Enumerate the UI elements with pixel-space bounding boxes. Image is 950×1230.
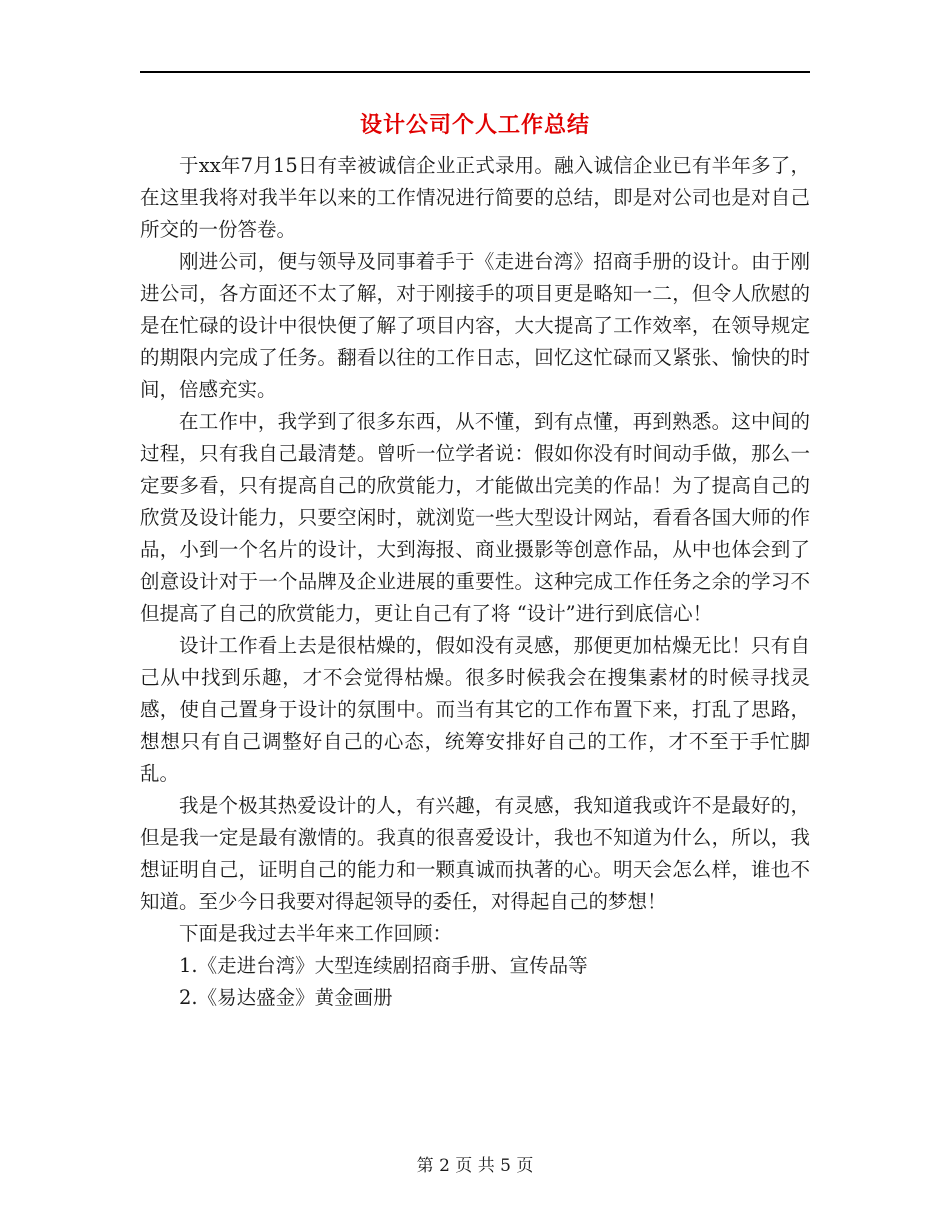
page-number: 第 2 页 共 5 页: [416, 1156, 534, 1176]
paragraph-review-heading: 下面是我过去半年来工作回顾：: [179, 922, 453, 945]
list-item: 2.《易达盛金》黄金画册: [179, 986, 393, 1009]
paragraph-first-project: 刚进公司，便与领导及同事着手于《走进台湾》招商手册的设计。由于刚进公司，各方面还不太了解，对于刚接手的项目更是略知一二，但令人欣慰的是在忙碌的设计中很快便了解了项目内容，大大提高了工作效率，在领导规定的期限内完成了任务。翻看以往的工作日志，回忆这忙碌而又紧张、愉快的时间，倍感充实。: [140, 250, 810, 401]
paragraph-intro: 于xx年7月15日有幸被诚信企业正式录用。融入诚信企业已有半年多了，在这里我将对我半年以来的工作情况进行简要的总结，即是对公司也是对自己所交的一份答卷。: [140, 154, 810, 241]
document-title: 设计公司个人工作总结: [359, 112, 590, 138]
paragraph-inspiration: 设计工作看上去是很枯燥的，假如没有灵感，那便更加枯燥无比！只有自己从中找到乐趣，才不会觉得枯燥。很多时候我会在搜集素材的时候寻找灵感，使自己置身于设计的氛围中。而当有其它的工作布置下来，打乱了思路，想想只有自己调整好自己的心态，统筹安排好自己的工作，才不至于手忙脚乱。: [140, 634, 810, 785]
paragraph-learning: 在工作中，我学到了很多东西，从不懂，到有点懂，再到熟悉。这中间的过程，只有我自己最清楚。曾听一位学者说：假如你没有时间动手做，那么一定要多看，只有提高自己的欣赏能力，才能做出完美的作品！为了提高自己的欣赏及设计能力，只要空闲时，就浏览一些大型设计网站，看看各国大师的作品，小到一个名片的设计，大到海报、商业摄影等创意作品，从中也体会到了创意设计对于一个品牌及企业进展的重要性。这种完成工作任务之余的学习不但提高了自己的欣赏能力，更让自己有了将 “设计”进行到底信心！: [140, 410, 810, 625]
header-rule: [140, 71, 810, 73]
paragraph-passion: 我是个极其热爱设计的人，有兴趣，有灵感，我知道我或许不是最好的，但是我一定是最有激情的。我真的很喜爱设计，我也不知道为什么，所以，我想证明自己，证明自己的能力和一颗真诚而执著的心。明天会怎么样，谁也不知道。至少今日我要对得起领导的委任，对得起自己的梦想！: [140, 794, 810, 913]
document-body: [140, 150, 810, 1014]
list-item: 1.《走进台湾》大型连续剧招商手册、宣传品等: [179, 954, 588, 977]
